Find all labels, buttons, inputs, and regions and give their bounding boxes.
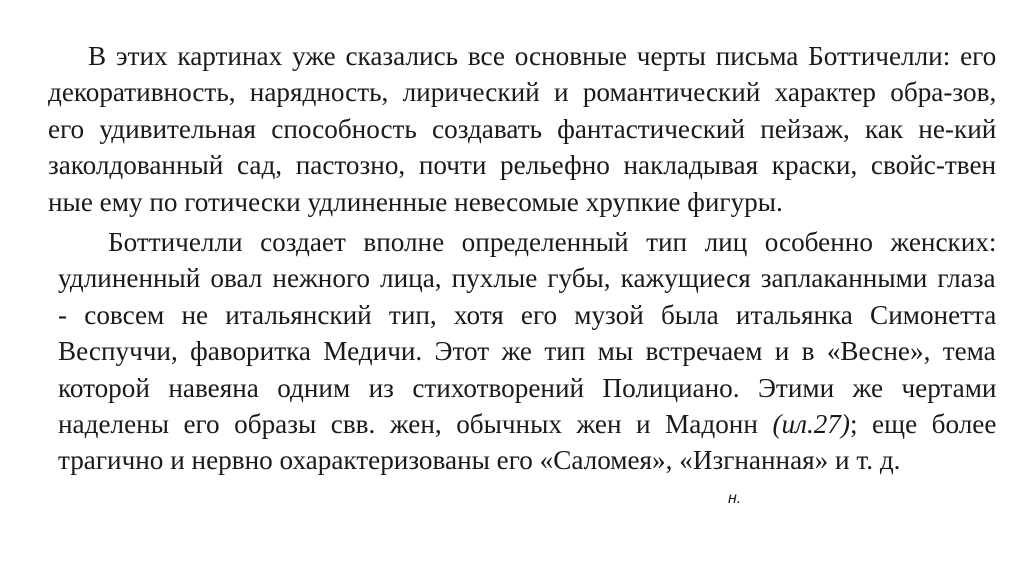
paragraph-2-line-4: Веспуччи, фаворитка Медичи. Этот же тип мы встречаем и в «Весне», тема [58, 336, 996, 367]
paragraph-2-line-5: которой навеяна одним из стихотворений Полициано. Этими же чертами [58, 372, 997, 403]
paragraph-2-line-3: - совсем не итальянский тип, хотя его музой была итальянка Симонетта [58, 299, 997, 330]
paragraph-1-line-2: декоративность, нарядность, лирический и романтический характер обра-зов, [48, 77, 997, 108]
paragraph-1-line-5: ные ему по готически удлиненные невесомые хрупкие фигуры. [48, 186, 783, 217]
paragraph-1 [8, 38, 996, 220]
paragraph-1-line-4: заколдованный сад, пастозно, почти рельефно накладывая краски, свойс-твен [48, 150, 997, 181]
illustration-reference: (ил.27) [772, 409, 850, 440]
footnote-mark: н. [728, 490, 742, 507]
paragraph-2 [8, 224, 996, 479]
paragraph-2-line-6-start: наделены его образы свв. жен, обычных жен и Мадонн [58, 409, 773, 440]
paragraph-2-line-7: трагично и нервно охарактеризованы его «Саломея», «Изгнанная» и т. д. [58, 445, 901, 476]
paragraph-2-line-1: Боттичелли создает вполне определенный тип лиц особенно женских: [108, 227, 997, 258]
text-block [8, 38, 996, 479]
paragraph-1-line-3: его удивительная способность создавать фантастический пейзаж, как не-кий [48, 113, 997, 144]
paragraph-2-line-6-end: ; еще более [849, 409, 997, 440]
paragraph-2-line-2: удлиненный овал нежного лица, пухлые губы, кажущиеся заплаканными глаза [58, 263, 996, 294]
paragraph-1-line-1: В этих картинах уже сказались все основные черты письма Боттичелли: его [88, 41, 997, 71]
paragraph-2-line-6 [8, 406, 996, 442]
